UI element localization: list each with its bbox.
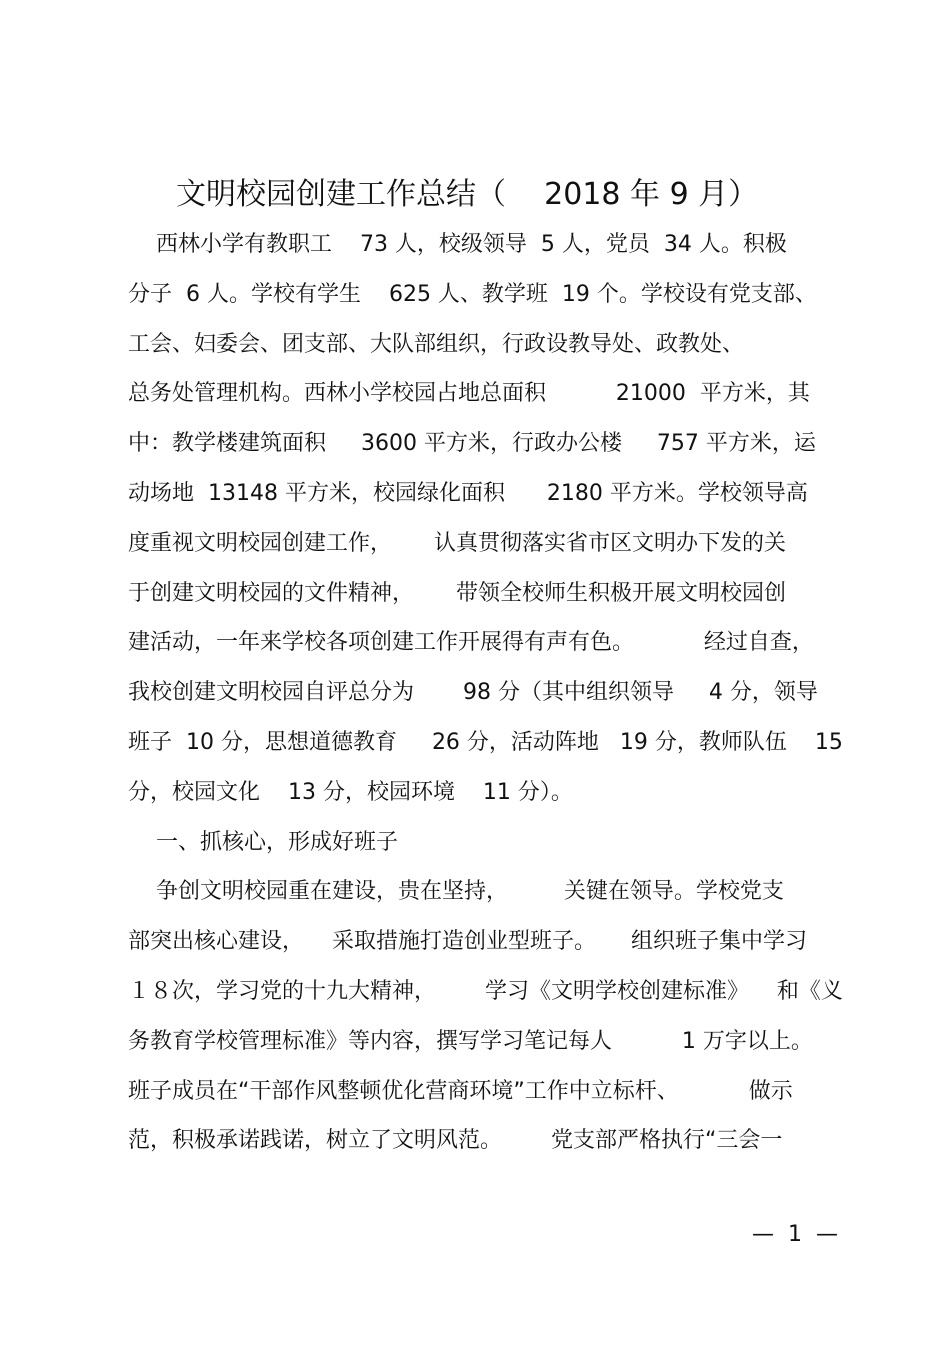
- body-line-4: 总务处管理机构。西林小学校园占地总面积 21000 平方米，其: [128, 381, 810, 406]
- body-line-1: 西林小学有教职工 73 人，校级领导 5 人，党员 34 人。积极: [128, 232, 787, 257]
- body-line-5: 中：教学楼建筑面积 3600 平方米，行政办公楼 757 平方米，运: [128, 431, 816, 456]
- body-line-11: 班子 10 分，思想道德教育 26 分，活动阵地 19 分，教师队伍 15: [128, 730, 843, 755]
- body-line-15: 部突出核心建设， 采取措施打造创业型班子。 组织班子集中学习: [128, 929, 807, 954]
- body-line-19: 范，积极承诺践诺，树立了文明风范。 党支部严格执行“三会一: [128, 1128, 783, 1153]
- body-line-9: 建活动，一年来学校各项创建工作开展得有声有色。 经过自查，: [128, 630, 814, 655]
- body-line-8: 于创建文明校园的文件精神， 带领全校师生积极开展文明校园创: [128, 581, 786, 606]
- document-title: 文明校园创建工作总结（ 2018 年 9 月）: [176, 177, 759, 212]
- body-line-18: 班子成员在“干部作风整顿优化营商环境”工作中立标杆、 做示: [128, 1079, 793, 1104]
- page-number: — 1 —: [752, 1222, 838, 1247]
- body-line-17: 务教育学校管理标准》等内容，撰写学习笔记每人 1 万字以上。: [128, 1029, 813, 1054]
- body-line-10: 我校创建文明校园自评总分为 98 分（其中组织领导 4 分，领导: [128, 680, 818, 705]
- body-line-6: 动场地 13148 平方米，校园绿化面积 2180 平方米。学校领导高: [128, 481, 808, 506]
- body-line-3: 工会、妇委会、团支部、大队部组织，行政设教导处、政教处、: [128, 332, 745, 357]
- body-line-12: 分，校园文化 13 分，校园环境 11 分）。: [128, 780, 573, 805]
- body-line-14: 争创文明校园重在建设，贵在坚持， 关键在领导。学校党支: [128, 879, 784, 904]
- body-line-7: 度重视文明校园创建工作， 认真贯彻落实省市区文明办下发的关: [128, 531, 786, 556]
- body-line-16: １８次，学习党的十九大精神， 学习《文明学校创建标准》 和《义: [128, 979, 843, 1004]
- body-line-2: 分子 6 人。学校有学生 625 人、教学班 19 个。学校设有党支部、: [128, 282, 817, 307]
- section-heading: 一、抓核心，形成好班子: [128, 830, 398, 855]
